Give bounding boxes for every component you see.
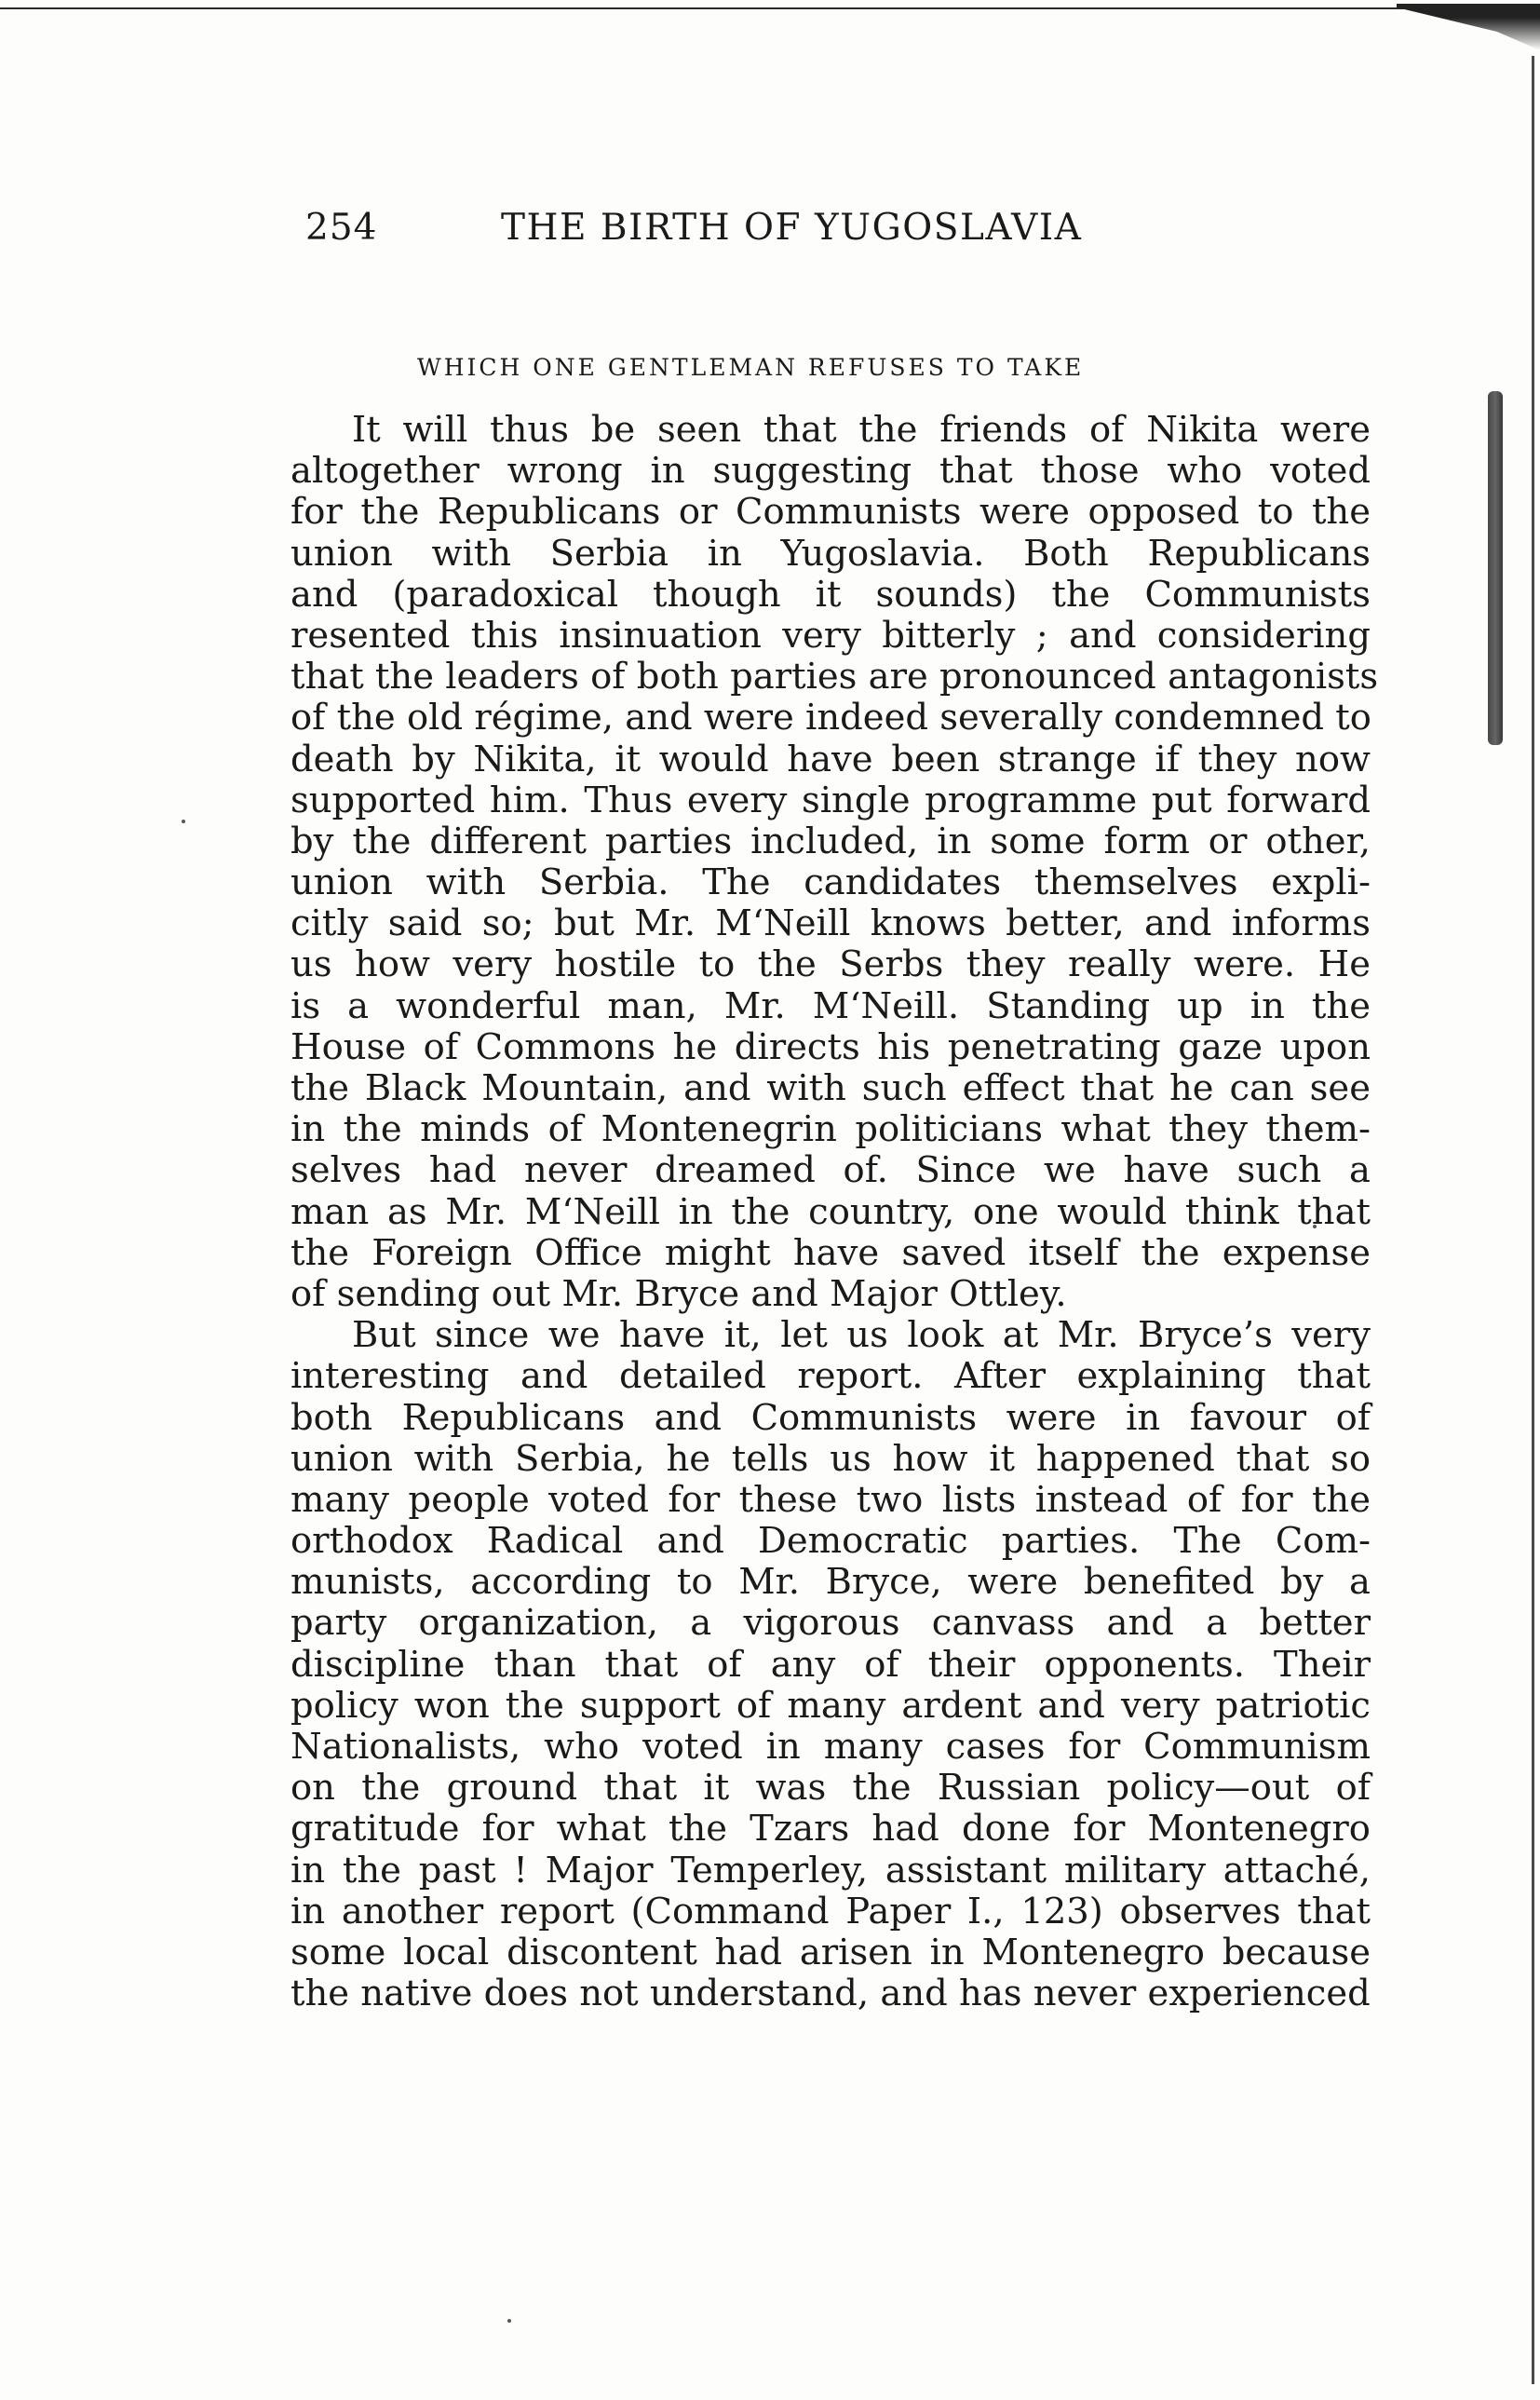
text-line: munists, according to Mr. Bryce, were benefited by a (290, 1561, 1371, 1604)
text-line: Nationalists, who voted in many cases for Communism (290, 1726, 1371, 1768)
scan-right-edge (1532, 56, 1534, 2384)
text-line: orthodox Radical and Democratic parties. The Com- (290, 1520, 1371, 1563)
running-title: THE BIRTH OF YUGOSLAVIA (501, 207, 1083, 249)
text-line: some local discontent had arisen in Montenegro because (290, 1931, 1371, 1973)
text-line: of sending out Mr. Bryce and Major Ottley. (290, 1272, 1067, 1315)
text-line: policy won the support of many ardent and very patriotic (290, 1684, 1371, 1727)
text-line: of the old régime, and were indeed severally condemned to (290, 697, 1371, 739)
text-line: man as Mr. M‘Neill in the country, one would think that (290, 1190, 1371, 1233)
text-line: union with Serbia, he tells us how it happened that so (290, 1437, 1371, 1480)
text-line: discipline than that of any of their opponents. Their (290, 1643, 1371, 1686)
text-line: and (paradoxical though it sounds) the Communists (290, 573, 1371, 616)
text-line: party organization, a vigorous canvass and a better (290, 1602, 1371, 1645)
text-line: many people voted for these two lists instead of for the (290, 1478, 1371, 1521)
text-line: is a wonderful man, Mr. M‘Neill. Standing up in the (290, 984, 1371, 1027)
text-line: gratitude for what the Tzars had done for Montenegro (290, 1808, 1371, 1851)
scan-speck (507, 2319, 511, 2323)
text-line: that the leaders of both parties are pronounced antagonists (290, 656, 1379, 698)
text-line: in another report (Command Paper I., 123) observes that (290, 1890, 1371, 1932)
scan-corner-shadow (1397, 4, 1540, 50)
text-line: interesting and detailed report. After explaining that (290, 1355, 1371, 1398)
text-line: the Black Mountain, and with such effect that he can see (290, 1067, 1371, 1109)
text-line: the native does not understand, and has never experienced (290, 1973, 1371, 2015)
text-line: altogether wrong in suggesting that those who voted (290, 450, 1371, 493)
text-line: us how very hostile to the Serbs they really were. He (290, 943, 1371, 986)
text-line: for the Republicans or Communists were opposed to the (290, 491, 1371, 534)
text-line: union with Serbia. The candidates themselves expli- (290, 861, 1371, 904)
text-line: the Foreign Office might have saved itself the expense (290, 1231, 1371, 1274)
running-head (305, 207, 1199, 263)
text-line: It will thus be seen that the friends of Nikita were (352, 409, 1371, 451)
text-line: citly said so; but Mr. M‘Neill knows better, and informs (290, 902, 1371, 945)
text-line: in the minds of Montenegrin politicians what they them- (290, 1108, 1371, 1151)
text-line: on the ground that it was the Russian policy—out of (290, 1767, 1371, 1810)
text-line: But since we have it, let us look at Mr. Bryce’s very (352, 1314, 1371, 1357)
text-line: House of Commons he directs his penetrating gaze upon (290, 1025, 1371, 1068)
scan-top-edge (0, 7, 1452, 9)
text-line: in the past ! Major Temperley, assistant military attaché, (290, 1849, 1371, 1892)
text-line: both Republicans and Communists were in favour of (290, 1396, 1371, 1439)
text-line: resented this insinuation very bitterly ; and considering (290, 614, 1371, 657)
text-line: by the different parties included, in some form or other, (290, 820, 1371, 862)
section-heading: WHICH ONE GENTLEMAN REFUSES TO TAKE (417, 354, 1085, 381)
scan-speck (182, 820, 185, 823)
text-line: death by Nikita, it would have been strange if they now (290, 738, 1371, 780)
page-number: 254 (305, 207, 378, 249)
text-line: selves had never dreamed of. Since we have such a (290, 1149, 1371, 1192)
text-line: supported him. Thus every single programme put forward (290, 779, 1371, 821)
scan-binding-shadow (1488, 391, 1503, 745)
text-line: union with Serbia in Yugoslavia. Both Republicans (290, 532, 1371, 575)
body-text (290, 409, 1379, 2015)
